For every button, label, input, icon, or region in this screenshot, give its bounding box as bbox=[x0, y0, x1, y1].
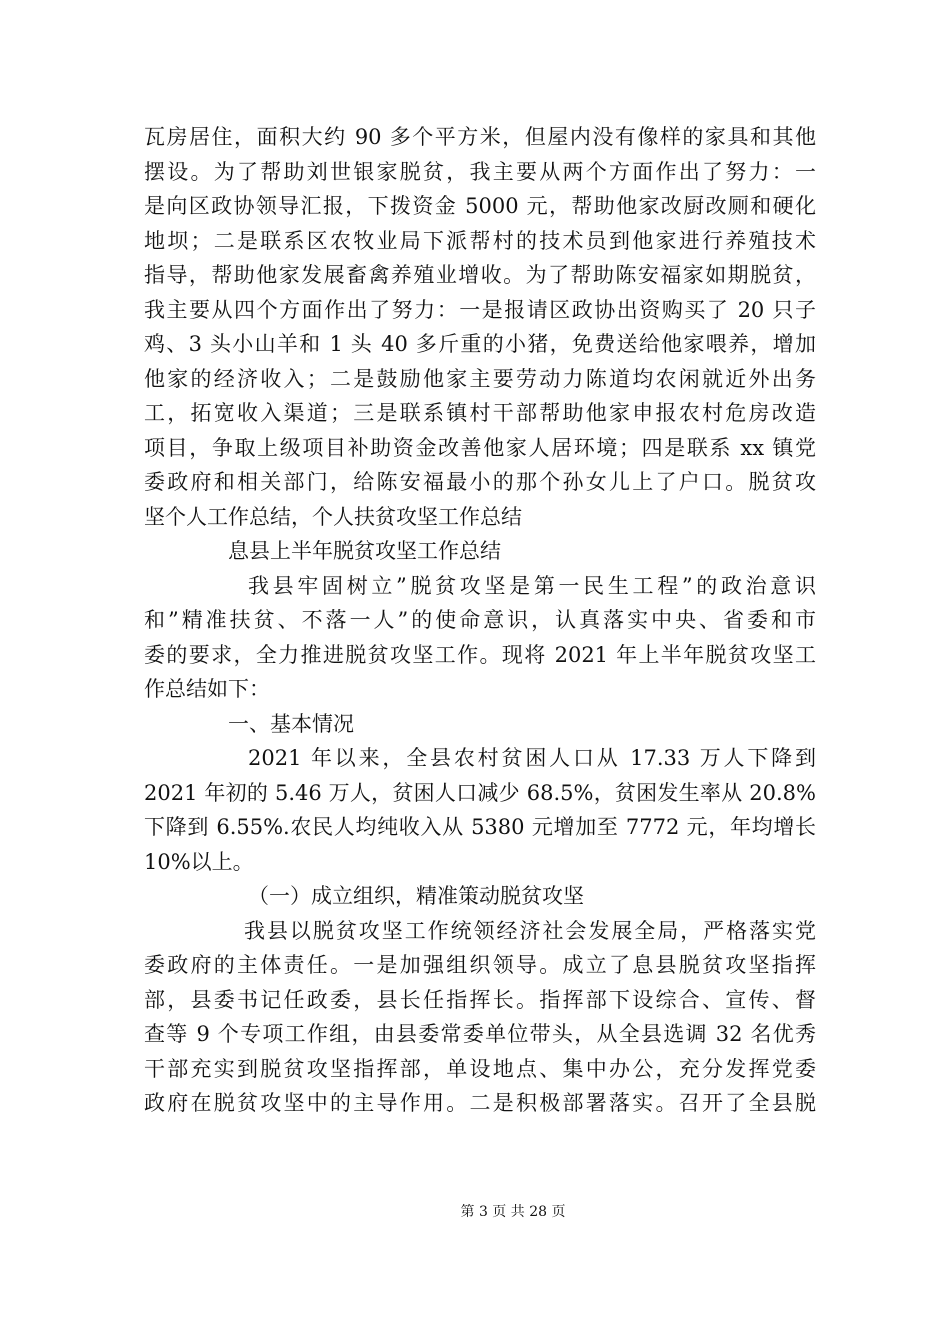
document-title: 息县上半年脱贫攻坚工作总结 bbox=[228, 539, 501, 563]
text-line: 10%以上。 bbox=[144, 849, 254, 874]
text-line: 政府在脱贫攻坚中的主导作用。二是积极部署落实。召开了全县脱 bbox=[144, 1091, 816, 1115]
text-line: 部，县委书记任政委，县长任指挥长。指挥部下设综合、宣传、督 bbox=[144, 987, 816, 1012]
text-line: 和”精准扶贫、不落一人”的使命意识，认真落实中央、省委和市 bbox=[144, 608, 816, 632]
text-line: 我县以脱贫攻坚工作统领经济社会发展全局，严格落实党 bbox=[244, 918, 816, 943]
paragraph-continued bbox=[144, 120, 816, 534]
text-line: 2021 年初的 5.46 万人，贫困人口减少 68.5%，贫困发生率从 20.8% bbox=[144, 780, 816, 805]
text-line: 我主要从四个方面作出了努力：一是报请区政协出资购买了 20 只子 bbox=[144, 297, 816, 322]
text-line: 坚个人工作总结，个人扶贫攻坚工作总结 bbox=[144, 504, 522, 529]
subsection-heading: （一）成立组织，精准策动脱贫攻坚 bbox=[248, 884, 584, 908]
section-paragraph bbox=[144, 741, 816, 879]
text-line: 下降到 6.55%.农民人均纯收入从 5380 元增加至 7772 元，年均增长 bbox=[144, 815, 816, 839]
text-line: 作总结如下： bbox=[144, 677, 270, 701]
text-line: 我县牢固树立”脱贫攻坚是第一民生工程”的政治意识 bbox=[248, 573, 816, 598]
text-line: 鸡、3 头小山羊和 1 头 40 多斤重的小猪，免费送给他家喂养，增加 bbox=[144, 332, 816, 356]
intro-paragraph bbox=[144, 569, 816, 707]
page-number: 第 3 页 共 28 页 bbox=[460, 1204, 566, 1220]
text-line: 委的要求，全力推进脱贫攻坚工作。现将 2021 年上半年脱贫攻坚工 bbox=[144, 642, 816, 667]
text-line: 是向区政协领导汇报，下拨资金 5000 元，帮助他家改厨改厕和硬化 bbox=[144, 194, 816, 218]
text-line: 瓦房居住，面积大约 90 多个平方米，但屋内没有像样的家具和其他 bbox=[144, 125, 816, 149]
section-heading: 一、基本情况 bbox=[228, 711, 354, 736]
text-line: 项目，争取上级项目补助资金改善他家人居环境；四是联系 xx 镇党 bbox=[144, 435, 816, 460]
text-line: 干部充实到脱贫攻坚指挥部，单设地点、集中办公，充分发挥党委 bbox=[144, 1056, 816, 1081]
text-line: 查等 9 个专项工作组，由县委常委单位带头，从全县选调 32 名优秀 bbox=[144, 1022, 816, 1046]
text-line: 工，拓宽收入渠道；三是联系镇村干部帮助他家申报农村危房改造 bbox=[144, 401, 816, 425]
text-line: 指导，帮助他家发展畜禽养殖业增收。为了帮助陈安福家如期脱贫， bbox=[144, 263, 816, 287]
subsection-paragraph bbox=[144, 914, 816, 1121]
text-line: 他家的经济收入；二是鼓励他家主要劳动力陈道均农闲就近外出务 bbox=[144, 366, 816, 391]
text-line: 地坝；二是联系区农牧业局下派帮村的技术员到他家进行养殖技术 bbox=[144, 228, 816, 253]
text-line: 委政府和相关部门，给陈安福最小的那个孙女儿上了户口。脱贫攻 bbox=[144, 470, 816, 494]
text-line: 2021 年以来，全县农村贫困人口从 17.33 万人下降到 bbox=[248, 746, 816, 770]
text-line: 摆设。为了帮助刘世银家脱贫，我主要从两个方面作出了努力：一 bbox=[144, 159, 816, 184]
text-line: 委政府的主体责任。一是加强组织领导。成立了息县脱贫攻坚指挥 bbox=[144, 953, 816, 977]
document-page bbox=[144, 120, 816, 1121]
